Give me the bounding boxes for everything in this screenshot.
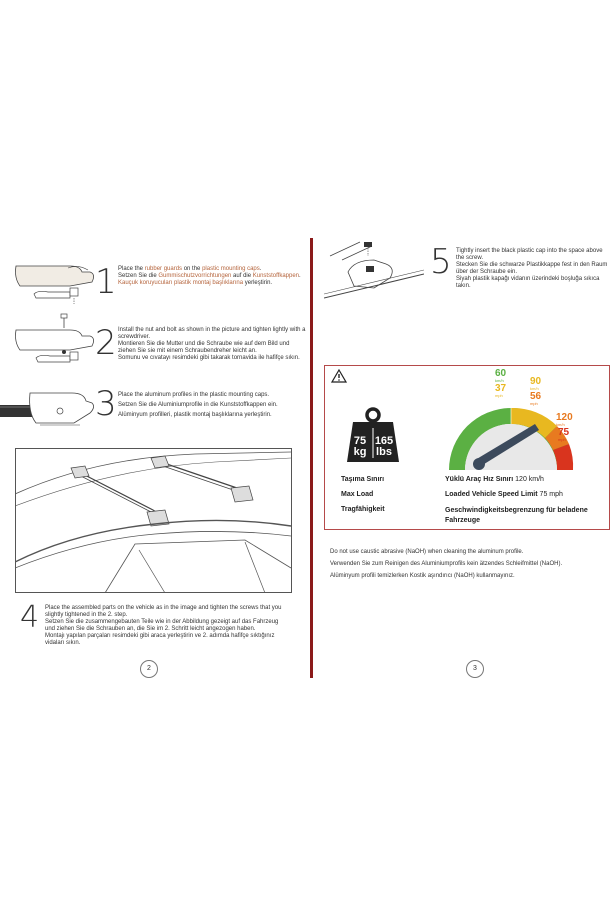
gauge-green-mph-unit: mph bbox=[495, 393, 503, 398]
step5-text: Tightly insert the black plastic cap into the space above the screw. Stecken Sie die schwarze Plastikkappe fest in den Raum über der Schraube ein. Siyah plastik kapağı vidanın üzerindeki boşluğa sıkıca takın. bbox=[456, 248, 608, 289]
step4-text: Place the assembled parts on the vehicle as in the image and tighten the screws that you slightly tightened in the 2. step. Setzen Sie die zusammengebauten Teile wie in der Abbildung gezeigt auf das Fahrzeug und ziehen Sie die Schrauben an, die Sie im 2. Schritt leicht angezogen haben. Montajı yapılan parçaları resimdeki gibi araca yerleştirin ve 2. adımda hafifçe sıktığınız vidaları sıkın. bbox=[45, 605, 282, 646]
gauge-red-mph-unit: mph bbox=[558, 437, 566, 442]
step4-car-illustration bbox=[15, 448, 292, 593]
speed-label-de: Geschwindigkeitsbegrenzung für beladene Fahrzeuge bbox=[445, 507, 588, 524]
gauge-yellow-kmh: 90 bbox=[530, 376, 542, 387]
page-number-left: 2 bbox=[140, 660, 158, 678]
weight-kg: 75 kg bbox=[353, 435, 367, 458]
step5-illustration bbox=[324, 238, 424, 300]
gauge-red-kmh: 120 bbox=[556, 412, 573, 423]
speed-label-en: Loaded Vehicle Speed Limit 75 mph bbox=[445, 491, 563, 498]
gauge-red-kmh-unit: km/h bbox=[556, 422, 565, 427]
step1-text: Place the rubber guards on the plastic mounting caps. Setzen Sie die Gummischutzvorrichtungen auf die Kunststoffkappen. Kauçuk koruyucuları plastik montaj başlıklarına yerleştirin. bbox=[118, 266, 301, 286]
gauge-green-kmh-unit: km/h bbox=[495, 378, 504, 383]
gauge-yellow-mph: 56 bbox=[530, 391, 542, 402]
gauge-yellow-kmh-unit: km/h bbox=[530, 386, 539, 391]
load-label-de: Tragfähigkeit bbox=[341, 506, 385, 513]
step3-number: 3 bbox=[95, 384, 117, 424]
step4-number: 4 bbox=[20, 600, 40, 635]
speed-label-tr: Yüklü Araç Hız Sınırı 120 km/h bbox=[445, 476, 544, 483]
gauge-green-kmh: 60 bbox=[495, 368, 507, 379]
gauge-green-mph: 37 bbox=[495, 383, 507, 394]
step2-illustration bbox=[8, 312, 100, 370]
step2-text: Install the nut and bolt as shown in the picture and tighten lightly with a screwdriver. Montieren Sie die Mutter und die Schraube wie auf dem Bild und ziehen Sie sie mit einem Schraubendreher leicht an. Somunu ve cıvatayı resimdeki gibi takarak tornavida ile hafifçe sıkın. bbox=[118, 327, 306, 361]
cleaning-notes: Do not use caustic abrasive (NaOH) when cleaning the aluminum profile. Verwenden Sie zum Reinigen des Aluminiumprofils kein ätzendes Schleifmittel (NaOH). Alüminyum profili temizlerken Kostik aşındırıcı (NaOH) kullanmayınız. bbox=[330, 549, 563, 579]
page-divider bbox=[310, 238, 313, 678]
gauge-red-mph: 75 bbox=[558, 427, 570, 438]
step3-text: Place the aluminum profiles in the plastic mounting caps. Setzen Sie die Aluminiumprofile in die Kunststoffkappen ein. Alüminyum profilleri, plastik montaj başlıklarına yerleştirin. bbox=[118, 392, 278, 418]
step5-number: 5 bbox=[430, 242, 452, 282]
load-label-tr: Taşıma Sınırı bbox=[341, 476, 385, 483]
page-number-right: 3 bbox=[466, 660, 484, 678]
gauge-yellow-mph-unit: mph bbox=[530, 401, 538, 406]
weight-lbs: 165 lbs bbox=[374, 435, 394, 458]
step1-number: 1 bbox=[95, 262, 117, 302]
warning-triangle-icon bbox=[331, 369, 347, 383]
step3-illustration bbox=[0, 383, 98, 433]
step1-illustration bbox=[8, 258, 100, 308]
step2-number: 2 bbox=[95, 323, 117, 363]
load-label-en: Max Load bbox=[341, 491, 374, 498]
warning-box bbox=[324, 365, 610, 530]
